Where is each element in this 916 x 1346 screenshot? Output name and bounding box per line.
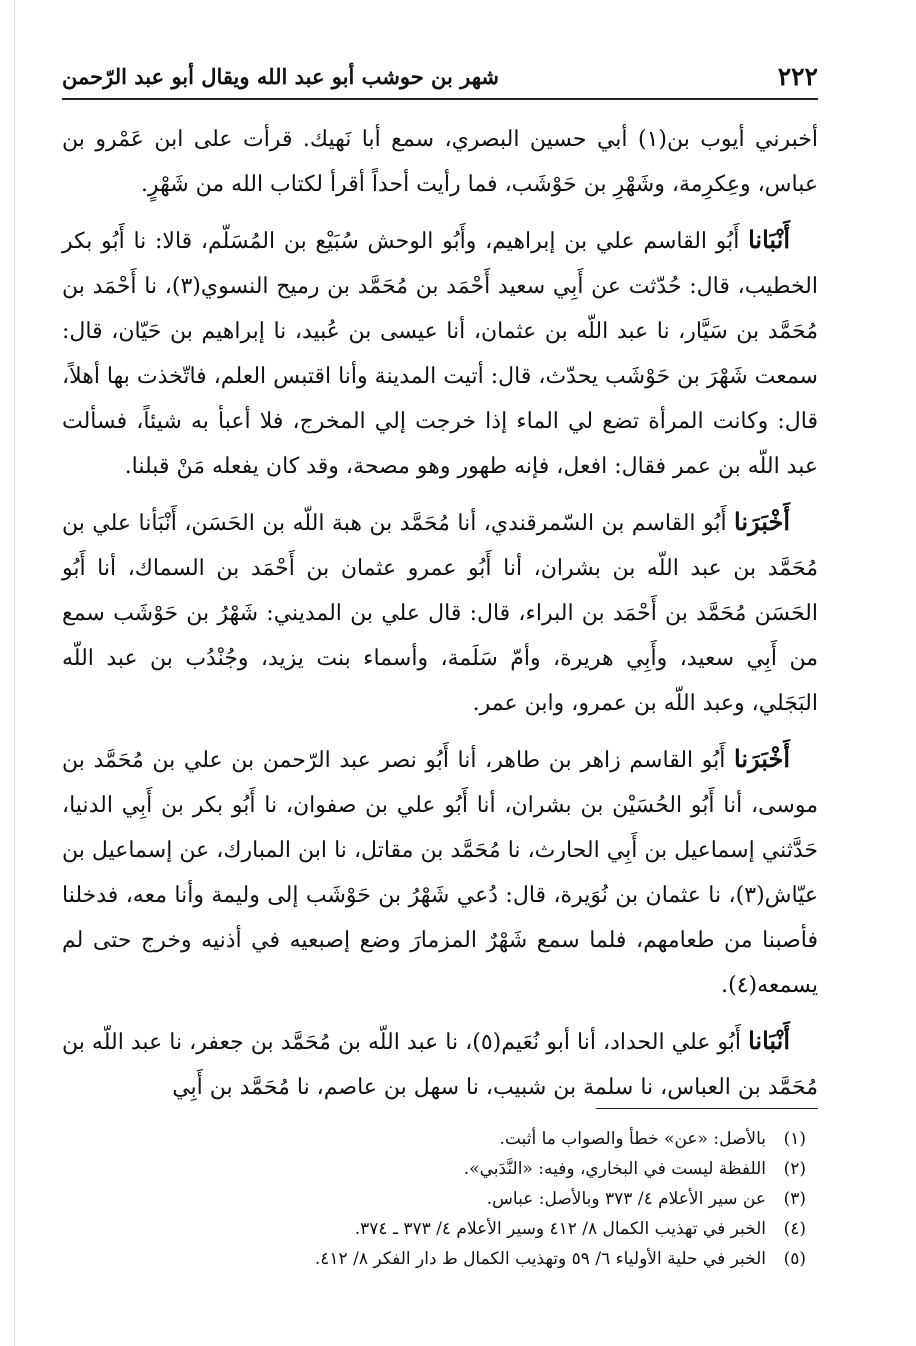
footnote-text: اللفظة ليست في البخاري، وفيه: «النَّدَبي». [463,1159,766,1179]
footnote-text: بالأصل: «عن» خطأ والصواب ما أثبت. [499,1129,766,1149]
footnote-item [62,1154,806,1184]
paragraph [62,1018,818,1110]
paragraph [62,736,818,1008]
paragraph [62,499,818,726]
footnote-text: عن سير الأعلام ٤/ ٣٧٣ وبالأصل: عباس. [486,1189,766,1209]
footnote-item [62,1184,806,1214]
paragraph-text: أَبُو القاسم زاهر بن طاهر، أنا أَبُو نصر عبد الرّحمن بن علي بن مُحَمَّد بن موسى، أنا أَبُو الحُسَيْن بن بشران، أنا أَبُو علي بن صفوان، نا أَبُو بكر بن أَبِي الدنيا، حَدَّثني إسماعيل بن أَبِي الحارث، نا مُحَمَّد بن مقاتل، نا ابن المبارك، عن إسماعيل بن عيّاش(٣)، نا عثمان بن نُوَيرة، قال: دُعي شَهْرُ بن حَوْشَب إلى وليمة وأنا معه، فدخلنا فأصبنا من طعامهم، فلما سمع شَهْرٌ المزمارَ وضع إصبعيه في أذنيه وخرج حتى لم يسمعه(٤). [62,748,818,998]
footnote-text: الخبر في حلية الأولياء ٦/ ٥٩ وتهذيب الكمال ط دار الفكر ٨/ ٤١٢. [314,1249,766,1269]
main-text [62,115,818,1120]
footnote-item [62,1214,806,1244]
paragraph-lead-word: أَخْبَرَنا [734,744,790,773]
paragraph-text: أَبُو علي الحداد، أنا أبو نُعَيم(٥)، نا عبد اللّه بن مُحَمَّد بن جعفر، نا عبد اللّه بن مُحَمَّد بن العباس، نا سلمة بن شبيب، نا سهل بن عاصم، نا مُحَمَّد بن أَبِي [62,1030,818,1100]
footnote-number: (٣) [783,1189,806,1209]
footnotes-list [62,1124,806,1274]
footnote-number: (٢) [783,1159,806,1179]
footnote-item [62,1244,806,1274]
paragraph-lead-word: أَنْبَانا [748,225,790,254]
footnote-number: (٤) [783,1219,806,1239]
paragraph-text: أَبُو القاسم بن السّمرقندي، أنا مُحَمَّد بن هبة اللّه بن الحَسَن، أَنْبَأنا علي بن مُحَمَّد بن عبد اللّه بن بشران، أنا أَبُو عمرو عثمان بن أَحْمَد بن السماك، أنا أَبُو الحَسَن مُحَمَّد بن أَحْمَد بن البراء، قال: قال علي بن المديني: شَهْرُ بن حَوْشَب سمع من أَبِي سعيد، وأَبِي هريرة، وأمّ سَلَمة، وأسماء بنت يزيد، وجُنْدُب بن عبد اللّه البَجَلي، وعبد اللّه بن عمرو، وابن عمر. [62,511,819,716]
scan-edge-line [14,0,15,1346]
paragraph [62,217,818,489]
page-header [62,54,818,100]
page-number: ٢٢٢ [777,61,818,91]
footnote-item [62,1124,806,1154]
paragraph [62,115,818,207]
footnote-separator [596,1108,818,1109]
running-title: شهر بن حوشب أبو عبد الله ويقال أبو عبد الرّحمن [62,63,500,89]
paragraph-lead-word: أَنْبَانا [748,1026,790,1055]
footnote-number: (٥) [783,1249,806,1269]
paragraph-text: أخبرني أيوب بن(١) أبي حسين البصري، سمع أبا نَهيك. قرأت على ابن عَمْرو بن عباس، وعِكرِمة، وشَهْرِ بن حَوْشَب، فما رأيت أحداً أقرأ لكتاب الله من شَهْرٍ. [62,127,819,197]
footnote-number: (١) [783,1129,806,1149]
footnote-text: الخبر في تهذيب الكمال ٨/ ٤١٢ وسير الأعلام ٤/ ٣٧٣ ـ ٣٧٤. [354,1219,766,1239]
paragraph-lead-word: أَخْبَرَنا [734,507,790,536]
paragraph-text: أَبُو القاسم علي بن إبراهيم، وأَبُو الوحش سُبَيْع بن المُسَلّم، قالا: نا أَبُو بكر الخطيب، قال: حُدّثت عن أَبِي سعيد أَحْمَد بن مُحَمَّد بن رميح النسوي(٣)، نا أَحْمَد بن مُحَمَّد بن سَيَّار، نا عبد اللّه بن عثمان، أنا عيسى بن عُبيد، نا إبراهيم بن حَيّان، قال: سمعت شَهْرَ بن حَوْشَب يحدّث، قال: أتيت المدينة وأنا اقتبس العلم، فاتّخذت بها أهلاً، قال: وكانت المرأة تضع لي الماء إذا خرجت إلي المخرج، فلا أعبأ به شيئاً، فسألت عبد اللّه بن عمر فقال: افعل، فإنه طهور وهو مصحة، وقد كان يفعله مَنْ قبلنا. [62,229,818,479]
